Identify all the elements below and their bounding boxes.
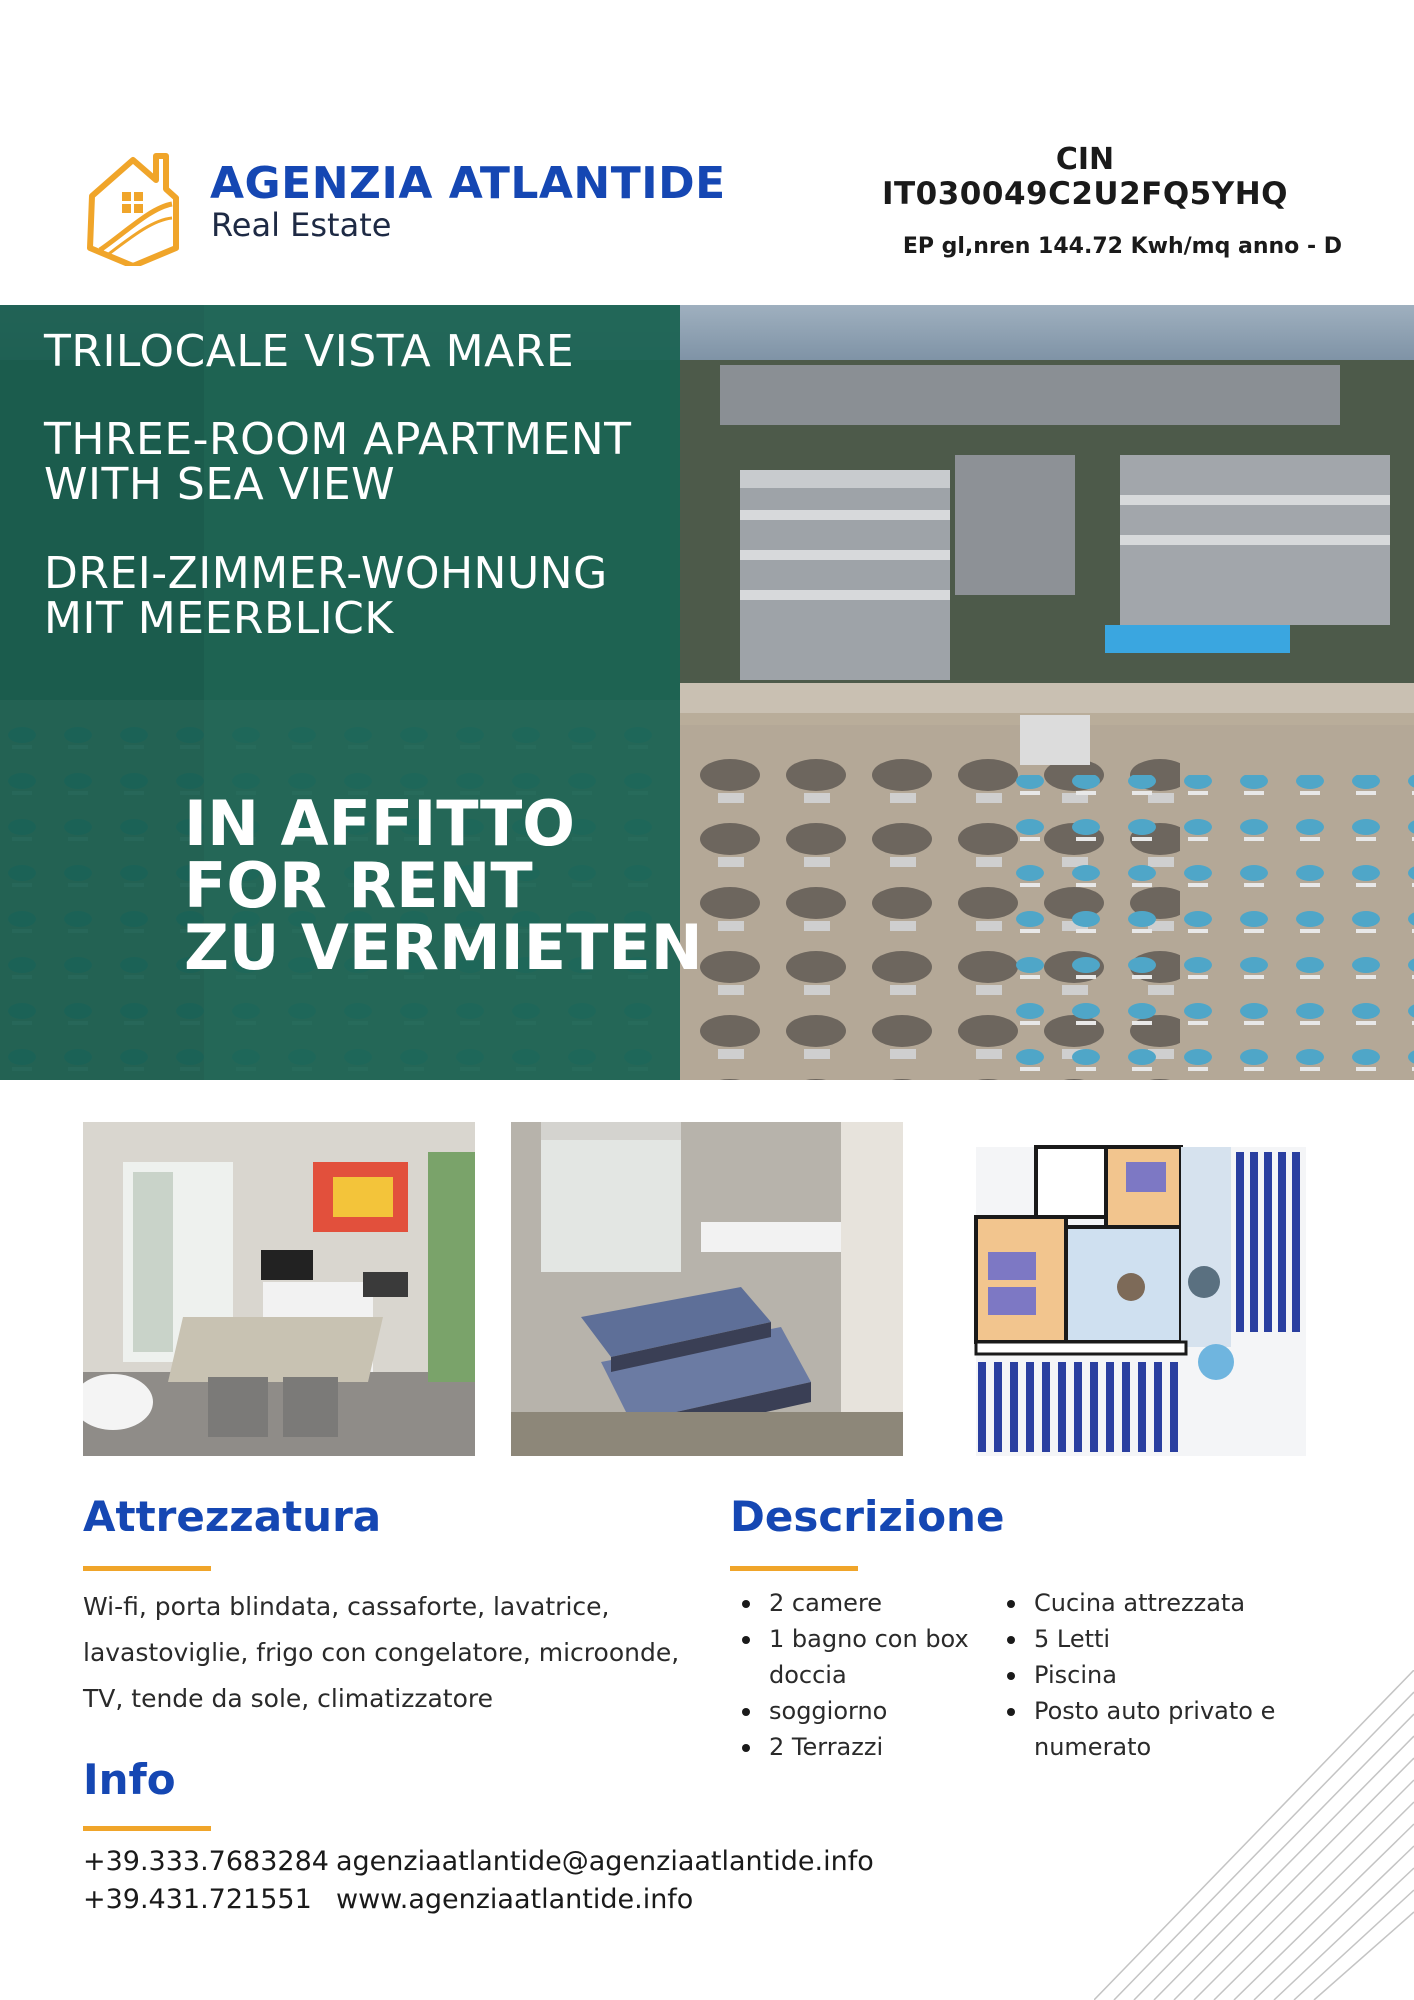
for-rent-english: FOR RENT [184, 849, 533, 922]
cin-code: IT030049C2U2FQ5YHQ [881, 176, 1288, 212]
list-item: 2 Terrazzi [740, 1729, 985, 1765]
bedroom-photo [511, 1122, 903, 1456]
info-heading-underline [83, 1826, 211, 1831]
agency-logo-house-icon [80, 138, 186, 266]
decorative-lines [1094, 1670, 1414, 2000]
energy-rating: EP gl,nren 144.72 Kwh/mq anno - D [902, 234, 1342, 259]
list-item: 1 bagno con box doccia [740, 1621, 985, 1693]
floor-plan-image [936, 1122, 1334, 1456]
agency-subtitle: Real Estate [211, 206, 392, 244]
phone-mobile[interactable]: +39.333.7683284 [83, 1846, 329, 1877]
list-item: 5 Letti [1005, 1621, 1305, 1657]
description-list-left [740, 1585, 985, 1765]
list-item: 2 camere [740, 1585, 985, 1621]
equipment-heading: Attrezzatura [83, 1492, 382, 1541]
list-item: Piscina [1005, 1657, 1305, 1693]
title-english: THREE-ROOM APARTMENT WITH SEA VIEW [44, 414, 632, 510]
list-item: Cucina attrezzata [1005, 1585, 1305, 1621]
hero-text-panel [0, 305, 703, 1080]
title-german: DREI-ZIMMER-WOHNUNG MIT MEERBLICK [44, 548, 608, 644]
cin-label: CIN [1055, 142, 1115, 177]
list-item: soggiorno [740, 1693, 985, 1729]
description-heading: Descrizione [730, 1492, 1005, 1541]
website-link[interactable]: www.agenziaatlantide.info [336, 1884, 694, 1915]
description-heading-underline [730, 1566, 858, 1571]
equipment-heading-underline [83, 1566, 211, 1571]
agency-name: AGENZIA ATLANTIDE [210, 158, 726, 209]
hero-banner [0, 305, 1414, 1080]
living-room-photo [83, 1122, 475, 1456]
equipment-text: Wi-fi, porta blindata, cassaforte, lavatrice, lavastoviglie, frigo con congelatore, microonde, TV, tende da sole, climatizzatore [83, 1592, 680, 1713]
email-link[interactable]: agenziaatlantide@agenziaatlantide.info [336, 1846, 874, 1877]
info-heading: Info [83, 1755, 176, 1804]
for-rent-german: ZU VERMIETEN [184, 911, 703, 984]
phone-office[interactable]: +39.431.721551 [83, 1884, 312, 1915]
list-item: Posto auto privato e numerato [1005, 1693, 1305, 1765]
for-rent-italian: IN AFFITTO [184, 787, 576, 860]
title-italian: TRILOCALE VISTA MARE [44, 326, 575, 377]
